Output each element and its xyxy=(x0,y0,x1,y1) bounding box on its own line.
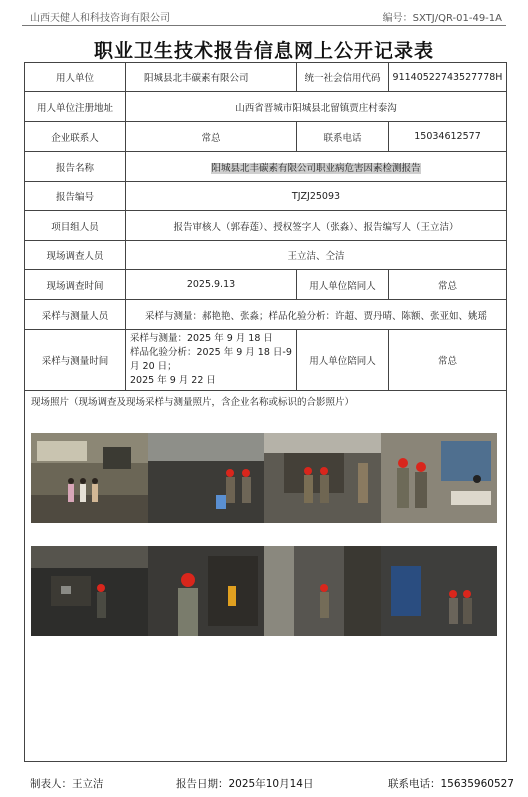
header-code: 编号：SXTJ/QR-01-49-1A xyxy=(382,13,502,24)
photo-grid xyxy=(25,411,506,751)
photos-caption: 现场照片（现场调查及现场采样与测量照片，含企业名称或标识的合影照片） xyxy=(31,397,355,408)
photo-workers-yard xyxy=(264,433,381,523)
escort-label: 用人单位陪同人 xyxy=(297,270,389,300)
sampling-time-line-3: 2025 年 9 月 22 日 xyxy=(130,375,216,386)
sampling-time-value xyxy=(126,330,297,391)
sampling-time-line-2: 样品化验分析：2025 年 9 月 18 日-9 月 20 日； xyxy=(130,347,292,372)
photos-cell xyxy=(25,391,507,762)
photo-office-interview xyxy=(381,433,497,523)
page-title: 职业卫生技术报告信息网上公开记录表 xyxy=(93,40,434,62)
report-no-label: 报告编号 xyxy=(25,182,126,211)
report-name-label: 报告名称 xyxy=(25,152,126,182)
investigators-label: 现场调查人员 xyxy=(25,241,126,270)
contact-value: 常总 xyxy=(126,122,297,152)
sampling-time-line-1: 采样与测量：2025 年 9 月 18 日 xyxy=(130,333,273,344)
contact-label: 企业联系人 xyxy=(25,122,126,152)
investigators-value: 王立洁、仝洁 xyxy=(126,241,507,270)
survey-time-label: 现场调查时间 xyxy=(25,270,126,300)
record-table-main xyxy=(24,62,507,762)
sampling-staff-label: 采样与测量人员 xyxy=(25,300,126,330)
address-label: 用人单位注册地址 xyxy=(25,92,126,122)
escort-value: 常总 xyxy=(389,270,507,300)
header-divider xyxy=(22,25,506,26)
credit-code-label: 统一社会信用代码 xyxy=(297,63,389,92)
address-value: 山西省晋城市阳城县北留镇贾庄村泰沟 xyxy=(126,92,507,122)
employer-value: 阳城县北丰碳素有限公司 xyxy=(126,63,297,92)
footer-contact-phone: 联系电话：15635960527 xyxy=(388,778,514,790)
escort2-value: 常总 xyxy=(389,330,507,391)
photo-furnace-area xyxy=(31,546,148,636)
photo-workers-shed xyxy=(148,433,264,523)
photo-worker-measuring xyxy=(148,546,264,636)
photo-workers-interior xyxy=(381,546,497,636)
header-company: 山西天健人和科技咨询有限公司 xyxy=(30,13,170,24)
phone-value: 15034612577 xyxy=(389,122,507,152)
team-value: 报告审核人（郭春莲）、授权签字人（张淼）、报告编写人（王立洁） xyxy=(126,211,507,241)
sampling-time-label: 采样与测量时间 xyxy=(25,330,126,391)
footer-report-date: 报告日期：2025年10月14日 xyxy=(176,778,314,790)
credit-code-value: 9114052274352777​8H xyxy=(389,63,507,92)
team-label: 项目组人员 xyxy=(25,211,126,241)
employer-label: 用人单位 xyxy=(25,63,126,92)
photo-worker-building xyxy=(264,546,381,636)
sampling-staff-value: 采样与测量：郝艳艳、张淼；样品化验分析：许超、贾丹晴、陈额、张亚如、姚瑶 xyxy=(126,300,507,330)
escort2-label: 用人单位陪同人 xyxy=(297,330,389,391)
report-name-value: 阳城县北丰碳素有限公司职业病危害因素检测报告 xyxy=(211,162,421,174)
survey-time-value: 2025.9.13 xyxy=(126,270,297,300)
phone-label: 联系电话 xyxy=(297,122,389,152)
photo-group-outside xyxy=(31,433,148,523)
report-no-value: TJZJ25093 xyxy=(126,182,507,211)
footer-preparer: 制表人：王立洁 xyxy=(30,778,104,790)
